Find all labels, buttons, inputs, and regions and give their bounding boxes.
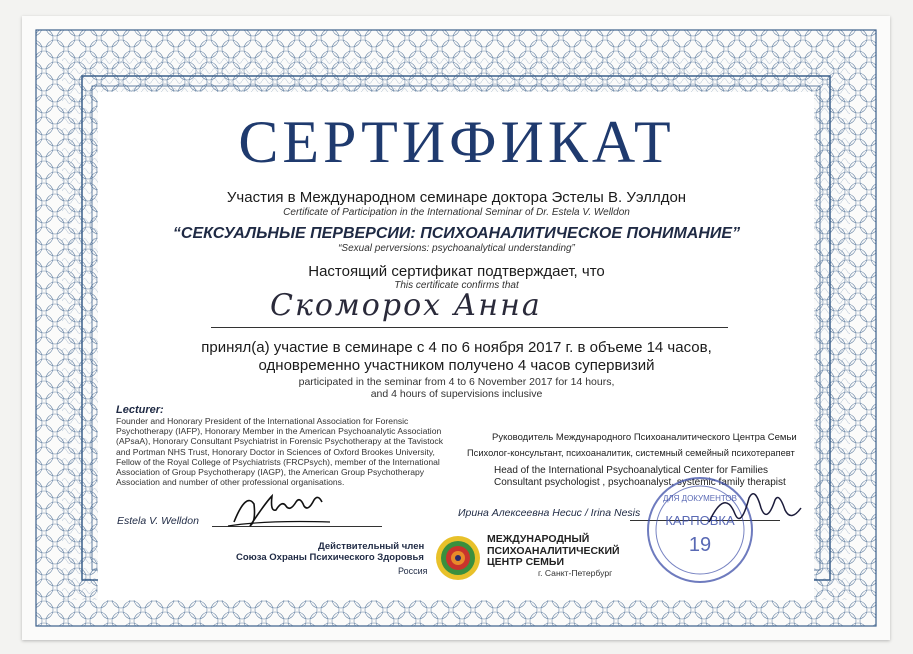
participation-en: Certificate of Participation in the International Seminar of Dr. Estela V. Welldon: [283, 207, 630, 218]
stamp-top-text: ДЛЯ ДОКУМЕНТОВ: [662, 494, 738, 503]
confirms-ru: Настоящий сертификат подтверждает, что: [308, 263, 605, 280]
participated-en-2: and 4 hours of supervisions inclusive: [370, 388, 543, 400]
certificate-title: СЕРТИФИКАТ: [238, 109, 675, 175]
membership-line-3: Россия: [398, 566, 428, 576]
seminar-title-ru: “СЕКСУАЛЬНЫЕ ПЕРВЕРСИИ: ПСИХОАНАЛИТИЧЕСКОЕ ПОНИМАНИЕ”: [172, 225, 741, 242]
lecturer-signature-name: Estela V. Welldon: [117, 515, 199, 527]
head-signature-name: Ирина Алексеевна Несис / Irina Nesis: [458, 507, 641, 519]
confirms-en: This certificate confirms that: [394, 280, 519, 291]
seminar-title-en: “Sexual perversions: psychoanalytical understanding”: [338, 243, 575, 254]
center-name-line-1: МЕЖДУНАРОДНЫЙ: [487, 533, 590, 545]
center-name-line-2: ПСИХОАНАЛИТИЧЕСКИЙ: [487, 545, 620, 557]
lecturer-signature: [226, 482, 336, 532]
participated-en-1: participated in the seminar from 4 to 6 November 2017 for 14 hours,: [298, 376, 615, 388]
head-roles-en: Consultant psychologist , psychoanalyst, systemic family therapist: [494, 477, 786, 488]
stamp-name: КАРПОВКА: [665, 513, 735, 528]
head-title-en: Head of the International Psychoanalytical Center for Families: [494, 465, 769, 476]
participated-ru-2: одновременно участником получено 4 часов супервизий: [258, 357, 655, 374]
lecturer-label: Lecturer:: [116, 404, 164, 416]
recipient-name: Скоморох Анна: [270, 288, 542, 323]
head-title-ru: Руководитель Международного Психоаналитического Центра Семьи: [492, 432, 797, 443]
membership-line-2: Союза Охраны Психического Здоровья: [236, 552, 424, 563]
membership-line-1: Действительный член: [318, 541, 425, 552]
participated-ru-1: принял(а) участие в семинаре с 4 по 6 ноября 2017 г. в объеме 14 часов,: [201, 339, 712, 356]
head-roles-ru: Психолог-консультант, психоаналитик, системный семейный психотерапевт: [467, 448, 795, 458]
stamp-number: 19: [688, 534, 712, 556]
recipient-name-line: [211, 327, 728, 328]
center-city: г. Санкт-Петербург: [538, 568, 613, 578]
center-logo-icon: [434, 534, 482, 582]
lecturer-bio: Founder and Honorary President of the International Association for Forensic Psychotherapy (IAFP), Honorary Member in the American Psychoanalytic Association (APsaA), Honorary Consultant Psychiatrist in Forensic Psychotherapy at the Tavistock and Portman NHS Trust, Honorary Doctor in Sciences of Oxford Brookes University, Fellow of the Royal College of Psychiatrists (FRCPsych), member of the International Association of Group Psychotherapy (IAGP), the American Group Psychotherapy Association and number of other professional organisations.: [116, 416, 444, 488]
participation-ru: Участия в Международном семинаре доктора Эстелы В. Уэллдон: [226, 189, 687, 206]
head-signature: [705, 478, 805, 538]
center-name-line-3: ЦЕНТР СЕМЬИ: [487, 556, 565, 568]
